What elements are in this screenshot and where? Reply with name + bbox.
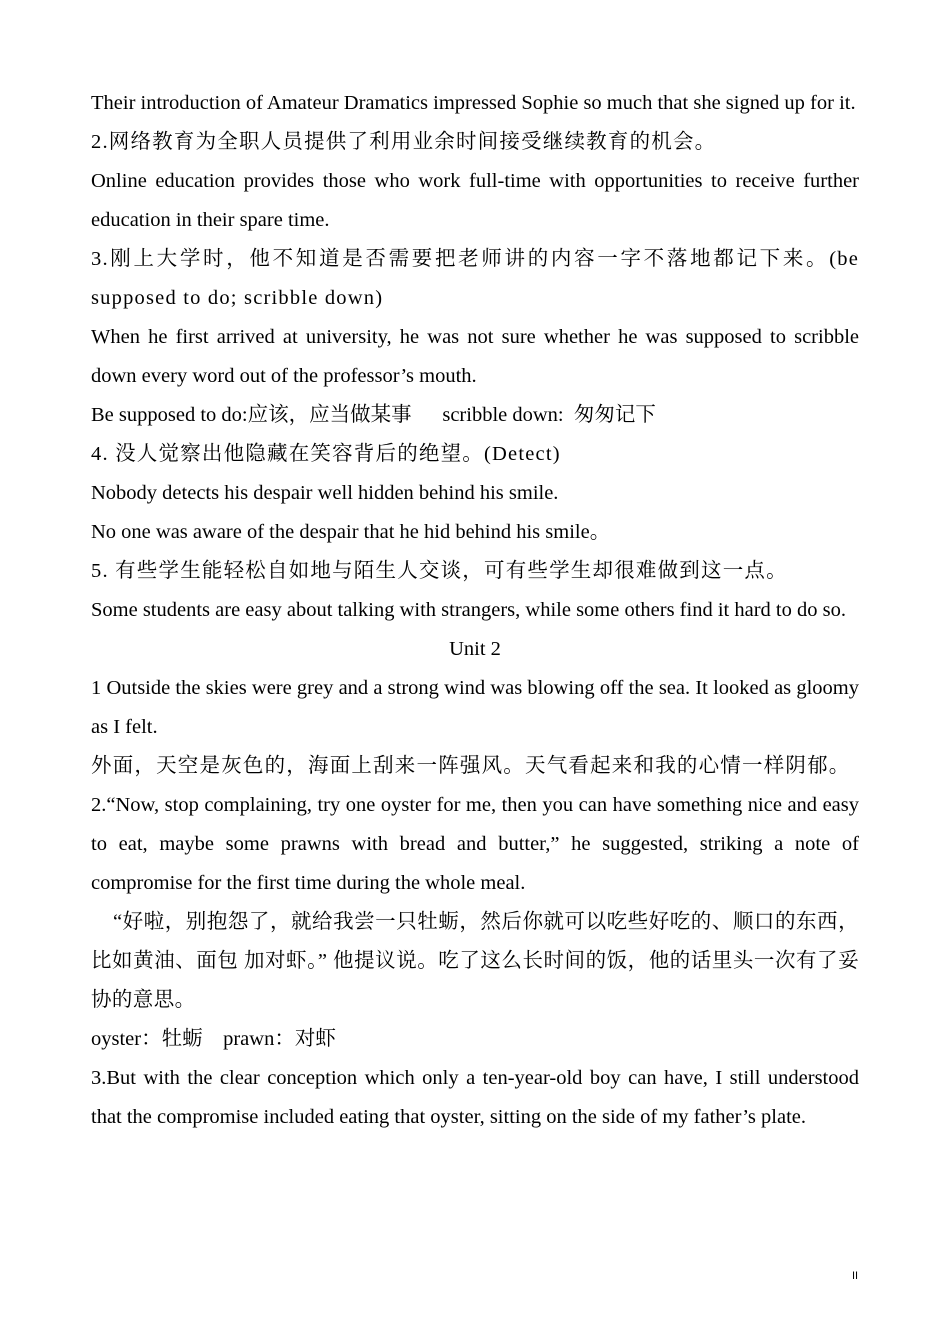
paragraph: 5. 有些学生能轻松自如地与陌生人交谈，可有些学生却很难做到这一点。 [91,560,788,582]
paragraph: 3.刚上大学时，他不知道是否需要把老师讲的内容一字不落地都记下来。(be supposed to do; scribble down) [91,248,859,309]
paragraph: “好啦，别抱怨了，就给我尝一只牡蛎，然后你就可以吃些好吃的、顺口的东西，比如黄油、面包 加对虾。” 他提议说。吃了这么长时间的饭，他的话里头一次有了妥协的意思。 [91,911,859,1011]
unit-heading: Unit 2 [449,638,501,660]
paragraph: 外面，天空是灰色的，海面上刮来一阵强风。天气看起来和我的心情一样阴郁。 [91,755,851,777]
paragraph: 3.But with the clear conception which only a ten-year-old boy can have, I still understood that the compromise included eating that oyster, sitting on the side of my father’s plate. [91,1067,859,1128]
paragraph: Some students are easy about talking with strangers, while some others find it hard to do so. [91,599,846,621]
paragraph: oyster：牡蛎 prawn：对虾 [91,1028,336,1050]
paragraph: Their introduction of Amateur Dramatics impressed Sophie so much that she signed up for it. [91,92,856,114]
paragraph: When he first arrived at university, he was not sure whether he was supposed to scribble down every word out of the professor’s mouth. [91,326,859,387]
paragraph: Be supposed to do:应该，应当做某事 scribble down: 匆匆记下 [91,404,656,426]
paragraph: 4. 没人觉察出他隐藏在笑容背后的绝望。(Detect) [91,443,561,465]
paragraph: No one was aware of the despair that he hid behind his smile。 [91,521,611,543]
paragraph: Nobody detects his despair well hidden behind his smile. [91,482,559,504]
paragraph: 1 Outside the skies were grey and a strong wind was blowing off the sea. It looked as gloomy as I felt. [91,677,859,738]
paragraph: 2.网络教育为全职人员提供了利用业余时间接受继续教育的机会。 [91,131,717,153]
paragraph: 2.“Now, stop complaining, try one oyster for me, then you can have something nice and easy to eat, maybe some prawns with bread and butter,” he suggested, striking a note of compromise for the first time during the whole meal. [91,794,859,894]
document-page [91,84,859,1137]
paragraph: Online education provides those who work full-time with opportunities to receive further education in their spare time. [91,170,859,231]
page-number: II [852,1270,859,1282]
